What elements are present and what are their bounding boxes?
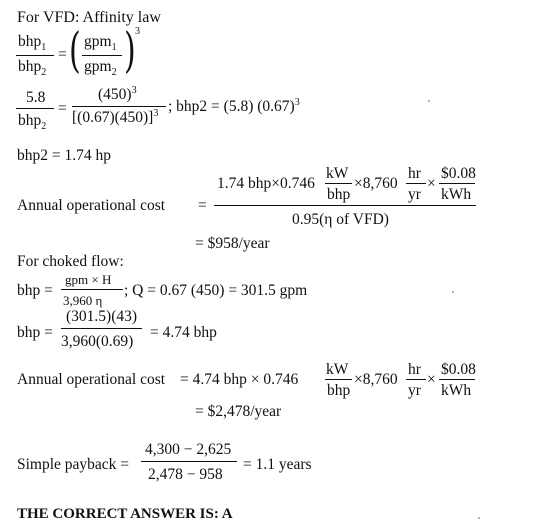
scan-speck <box>478 517 480 519</box>
payback-result: = 1.1 years <box>243 456 312 473</box>
unit-bar <box>439 379 475 380</box>
left-paren: ( <box>69 23 81 80</box>
fraction-bar <box>82 55 122 56</box>
formula-numerator: gpm × H <box>65 272 112 287</box>
choked-bhp-result: = 4.74 bhp <box>150 324 217 341</box>
payback-label: Simple payback = <box>17 456 130 473</box>
numerator-text-2: ×8,760 <box>354 175 398 192</box>
annual-cost-label: Annual operational cost <box>17 197 166 214</box>
gpm2-label: gpm$_2$ <box>84 58 117 79</box>
bhp-lhs: bhp = <box>17 324 53 341</box>
value-450-cubed: $(450)^3$ <box>98 84 137 103</box>
bhp-unit: bhp <box>327 382 351 399</box>
bhp2-solve: ; bhp2 = (5.8) $(0.67)^3$ <box>168 96 300 115</box>
price: $0.08 <box>441 361 476 378</box>
cost-text-2: ×8,760 <box>354 371 398 388</box>
equals-sign: = <box>198 197 207 214</box>
main-fraction-bar <box>214 205 476 206</box>
equals-sign: = <box>58 100 67 117</box>
bhp2-result: bhp2 = 1.74 hp <box>17 147 111 164</box>
price: $0.08 <box>441 165 476 182</box>
bhp-lhs: bhp = <box>17 282 53 299</box>
vfd-annual-result: = $958/year <box>195 235 270 252</box>
gpm1-label: gpm$_1$ <box>84 33 117 54</box>
unit-bar <box>439 183 475 184</box>
fraction-bar <box>16 108 54 109</box>
right-paren: ) <box>124 23 136 80</box>
unit-bar <box>406 183 426 184</box>
correct-answer: THE CORRECT ANSWER IS: A <box>17 506 233 522</box>
fraction-bar <box>72 106 166 107</box>
hr-unit: hr <box>408 165 421 182</box>
times-sign: × <box>427 175 436 192</box>
calc-numerator: (301.5)(43) <box>66 308 138 325</box>
unit-bar <box>406 379 426 380</box>
times-sign: × <box>427 371 436 388</box>
choked-annual-result: = $2,478/year <box>195 403 282 420</box>
vfd-heading: For VFD: Affinity law <box>17 9 161 26</box>
fraction-bar <box>61 328 142 329</box>
annual-cost-label: Annual operational cost <box>17 371 166 388</box>
kwh-unit: kWh <box>441 382 472 399</box>
kw-unit: kW <box>326 165 349 182</box>
fraction-bar <box>61 289 123 290</box>
yr-unit: yr <box>408 382 421 399</box>
choked-heading: For choked flow: <box>17 253 124 270</box>
scan-speck <box>452 291 454 293</box>
bhp1-label: bhp$_1$ <box>18 33 47 54</box>
hr-unit: hr <box>408 361 421 378</box>
payback-numerator: 4,300 − 2,625 <box>145 441 232 458</box>
payback-denominator: 2,478 − 958 <box>148 466 223 483</box>
fraction-bar <box>141 461 237 462</box>
kw-unit: kW <box>326 361 349 378</box>
unit-bar <box>325 379 352 380</box>
cost-text-1: = 4.74 bhp × 0.746 <box>180 371 299 388</box>
equals-sign: = <box>58 46 67 63</box>
formula-denominator: 3,960 η <box>63 293 103 308</box>
denominator-067-450: $[(0.67)(450)]^3$ <box>72 107 159 126</box>
exponent: 3 <box>135 26 140 37</box>
scan-speck <box>428 100 430 102</box>
bhp-unit: bhp <box>327 186 351 203</box>
value-5-8: 5.8 <box>26 89 46 106</box>
kwh-unit: kWh <box>441 186 472 203</box>
numerator-text-1: 1.74 bhp×0.746 <box>217 175 315 192</box>
flow-rate: ; Q = 0.67 (450) = 301.5 gpm <box>124 282 308 299</box>
bhp2-label: bhp$_2$ <box>18 112 47 133</box>
bhp2-label: bhp$_2$ <box>18 58 47 79</box>
yr-unit: yr <box>408 186 421 203</box>
fraction-bar <box>16 55 54 56</box>
calc-denominator: 3,960(0.69) <box>61 333 134 350</box>
unit-bar <box>325 183 352 184</box>
denominator-vfd-efficiency: 0.95(η of VFD) <box>292 211 389 228</box>
